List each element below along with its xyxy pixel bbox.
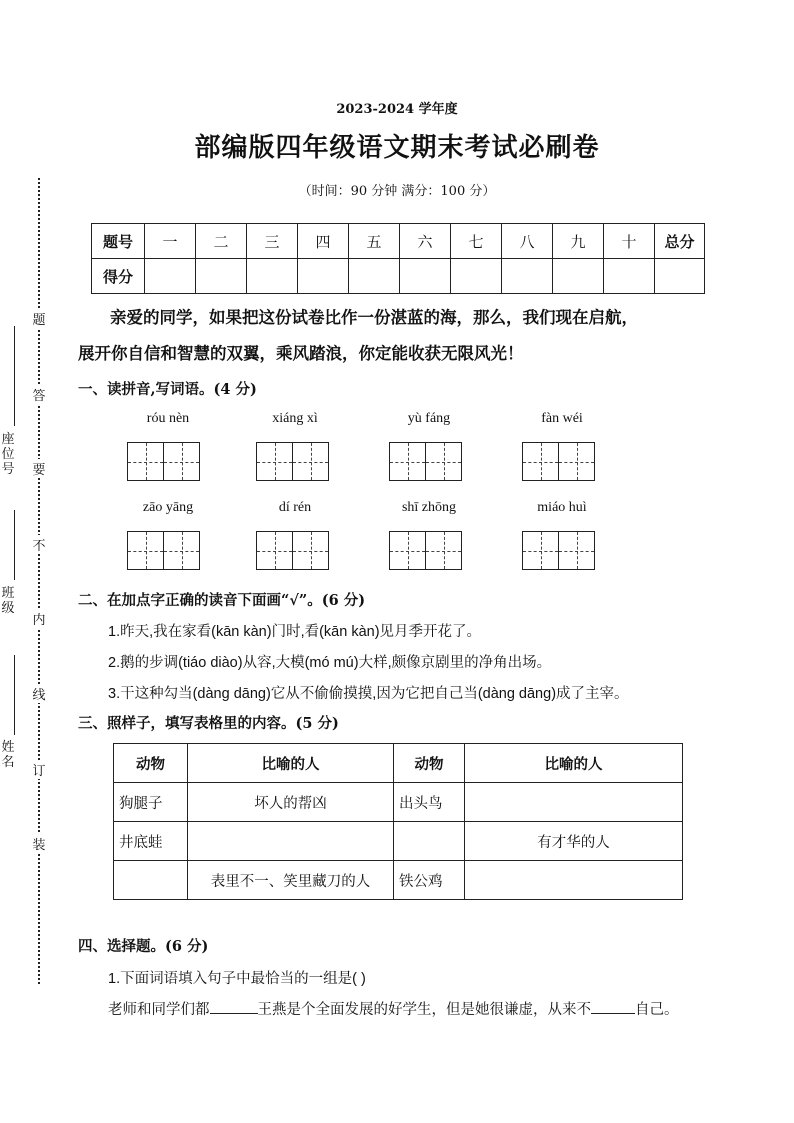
table-cell: 出头鸟 [394,783,465,822]
binding-notice-char: 内 [31,609,47,628]
score-cell: 题号 [92,224,145,259]
binding-notice-char: 装 [31,834,47,853]
writing-grid[interactable] [163,531,200,570]
name-blank [14,655,15,735]
section-heading: 四、选择题。(6 分) [78,938,209,955]
writing-grid[interactable] [389,442,426,481]
table-cell: 井底蛙 [114,822,188,861]
seat-number-blank [14,326,15,426]
score-table-score-row [92,259,705,294]
writing-grid[interactable] [127,531,164,570]
score-cell: 八 [502,224,553,259]
question-line: 1.下面词语填入句子中最恰当的一组是( ) [108,971,366,987]
answer-cell[interactable] [465,861,683,900]
answer-cell[interactable] [394,822,465,861]
score-cell: 九 [553,224,604,259]
seat-number-label: 座位号 [1,432,15,477]
score-input-cell[interactable] [655,259,705,294]
score-cell: 三 [247,224,298,259]
fill-blank-sentence [108,998,679,1019]
score-cell: 一 [145,224,196,259]
section-heading: 一、读拼音,写词语。(4 分) [78,381,257,398]
pinyin-label: yù fáng [407,411,451,426]
sentence-part: 老师和同学们都 [108,1002,210,1018]
writing-grid[interactable] [558,442,595,481]
table-cell: 坏人的帮凶 [188,783,394,822]
writing-grid[interactable] [292,531,329,570]
binding-notice-char: 不 [31,535,47,554]
answer-blank[interactable] [210,999,258,1014]
answer-cell[interactable] [114,861,188,900]
question-line: 2.鹅的步调(tiáo diào)从容,大模(mó mú)大样,颇像京剧里的净角出场。 [108,655,552,671]
table-cell: 有才华的人 [465,822,683,861]
score-input-cell[interactable] [145,259,196,294]
binding-notice-char: 线 [31,684,47,703]
score-input-cell[interactable] [247,259,298,294]
writing-grid[interactable] [522,442,559,481]
page-title: 部编版四年级语文期末考试必刷卷 [194,133,600,163]
pinyin-label: shī zhōng [401,500,457,515]
intro-line: 展开你自信和智慧的双翼，乘风踏浪，你定能收获无限风光！ [78,344,524,363]
score-input-cell[interactable] [349,259,400,294]
section-heading: 三、照样子，填写表格里的内容。(5 分) [78,715,339,732]
answer-blank[interactable] [591,999,635,1014]
school-year: 2023-2024 学年度 [336,102,458,117]
table-header-cell: 比喻的人 [465,744,683,783]
table-row [114,822,683,861]
table-header-cell: 比喻的人 [188,744,394,783]
score-cell: 二 [196,224,247,259]
score-input-cell[interactable] [400,259,451,294]
question-line: 3.干这种勾当(dàng dāng)它从不偷偷摸摸,因为它把自己当(dàng dāng)成了主宰。 [108,686,629,702]
score-input-cell[interactable] [451,259,502,294]
sentence-part: 王燕是个全面发展的好学生，但是她很谦虚，从来不 [257,1002,591,1018]
exam-info: （时间：90 分钟 满分：100 分） [298,184,496,199]
pinyin-label: xiáng xì [272,411,318,426]
binding-notice-char: 题 [31,309,47,328]
writing-grid[interactable] [558,531,595,570]
table-cell: 铁公鸡 [394,861,465,900]
score-input-cell[interactable] [502,259,553,294]
score-table-header-row [92,224,705,259]
table-cell: 表里不一、笑里藏刀的人 [188,861,394,900]
table-header-row [114,744,683,783]
score-cell: 六 [400,224,451,259]
score-cell: 七 [451,224,502,259]
score-input-cell[interactable] [196,259,247,294]
score-input-cell[interactable] [604,259,655,294]
table-cell: 狗腿子 [114,783,188,822]
score-cell: 得分 [92,259,145,294]
animal-metaphor-table [113,743,683,900]
pinyin-label: róu nèn [146,411,190,426]
table-header-cell: 动物 [394,744,465,783]
writing-grid[interactable] [163,442,200,481]
section-heading: 二、在加点字正确的读音下面画“√”。(6 分) [78,592,366,609]
score-cell: 四 [298,224,349,259]
score-input-cell[interactable] [553,259,604,294]
writing-grid[interactable] [389,531,426,570]
class-blank [14,510,15,580]
score-input-cell[interactable] [298,259,349,294]
score-table [91,223,705,294]
binding-dotted-line [38,178,40,984]
answer-cell[interactable] [465,783,683,822]
binding-notice-char: 要 [31,459,47,478]
table-header-cell: 动物 [114,744,188,783]
table-row [114,783,683,822]
pinyin-label: dí rén [278,500,312,515]
table-row [114,861,683,900]
sentence-part: 自己。 [635,1002,679,1018]
name-label: 姓名 [1,740,15,770]
writing-grid[interactable] [127,442,164,481]
binding-notice-char: 答 [31,385,47,404]
answer-cell[interactable] [188,822,394,861]
intro-line: 亲爱的同学，如果把这份试卷比作一份湛蓝的海，那么，我们现在启航， [110,308,638,327]
pinyin-label: zāo yāng [142,500,194,515]
writing-grid[interactable] [522,531,559,570]
score-cell: 总分 [655,224,705,259]
pinyin-label: fàn wéi [541,411,583,426]
pinyin-label: miáo huì [537,500,587,515]
writing-grid[interactable] [425,442,462,481]
writing-grid[interactable] [256,531,293,570]
binding-notice-char: 订 [31,760,47,779]
class-label: 班级 [1,586,15,616]
writing-grid[interactable] [292,442,329,481]
score-cell: 五 [349,224,400,259]
question-line: 1.昨天,我在家看(kān kàn)门时,看(kān kàn)见月季开花了。 [108,624,482,640]
writing-grid[interactable] [425,531,462,570]
score-cell: 十 [604,224,655,259]
writing-grid[interactable] [256,442,293,481]
